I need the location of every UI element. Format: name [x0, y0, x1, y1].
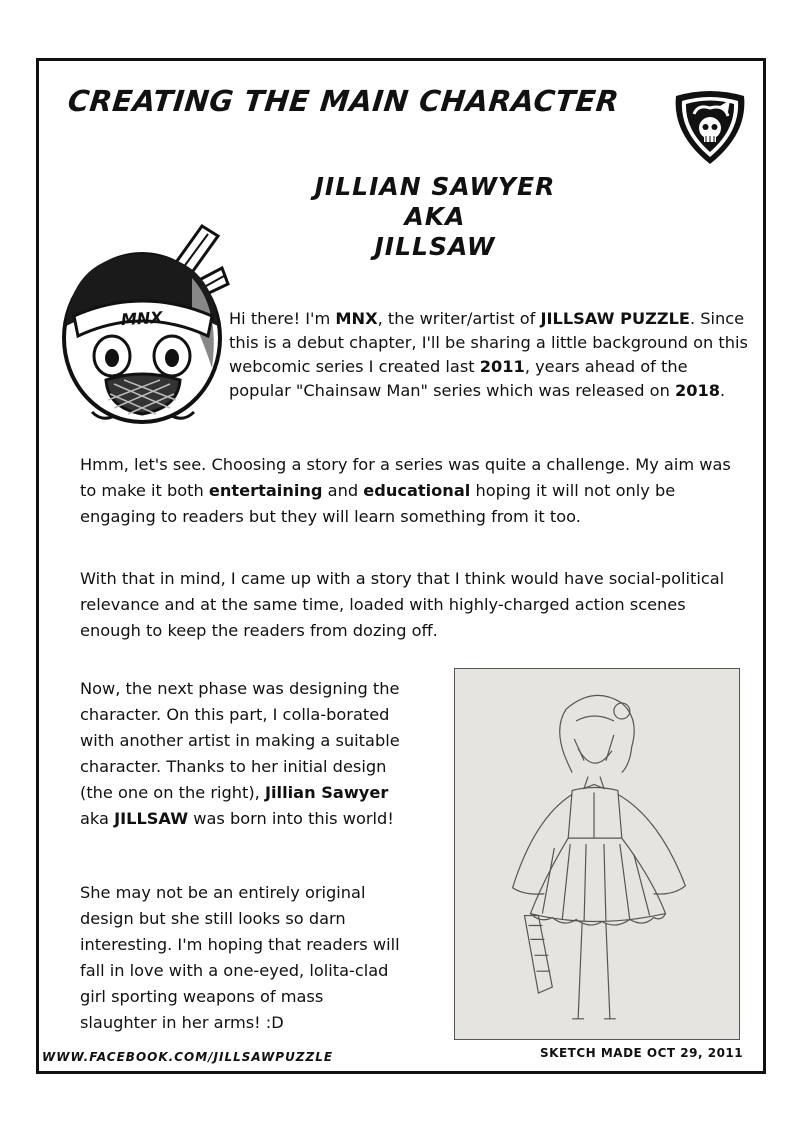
skull-shield-logo-icon — [668, 84, 752, 168]
character-name: JILLIAN SAWYER — [314, 172, 556, 201]
character-sketch-image — [454, 668, 740, 1040]
story-paragraph: Hmm, let's see. Choosing a story for a series was quite a challenge. My aim was to make it both entertaining and educational hoping it will not only be engaging to readers but they will learn something from it too. — [80, 455, 731, 526]
relevance-paragraph: With that in mind, I came up with a story that I think would have social-political relevance and at the same time, loaded with highly-charged action scenes enough to keep the readers from dozing off. — [80, 569, 725, 640]
mnx-mascot-icon — [52, 208, 232, 428]
character-aka: AKA — [404, 202, 466, 231]
character-alias: JILLSAW — [374, 232, 496, 261]
page-title: CREATING THE MAIN CHARACTER — [66, 84, 621, 118]
design-paragraph: Now, the next phase was designing the character. On this part, I colla-borated with another artist in making a suitable character. Thanks to her initial design (the one on the right), Jillian Sawyer aka JILLSAW was born into this world! — [80, 679, 400, 828]
intro-paragraph: Hi there! I'm MNX, the writer/artist of JILLSAW PUZZLE. Since this is a debut chapter, I'll be sharing a little background on this webcomic series I created last 2011, years ahead of the popular "Chainsaw Man" series which was released on 2018. — [229, 309, 748, 400]
facebook-url[interactable]: WWW.FACEBOOK.COM/JILLSAWPUZZLE — [42, 1050, 334, 1064]
sketch-caption: SKETCH MADE OCT 29, 2011 — [540, 1046, 744, 1060]
headband-label: MNX — [120, 307, 164, 330]
character-name-block — [270, 172, 600, 262]
closing-paragraph: She may not be an entirely original design but she still looks so darn interesting. I'm hoping that readers will fall in love with a one-eyed, lolita-clad girl sporting weapons of mass slaughter in her arms! :D — [80, 883, 400, 1032]
